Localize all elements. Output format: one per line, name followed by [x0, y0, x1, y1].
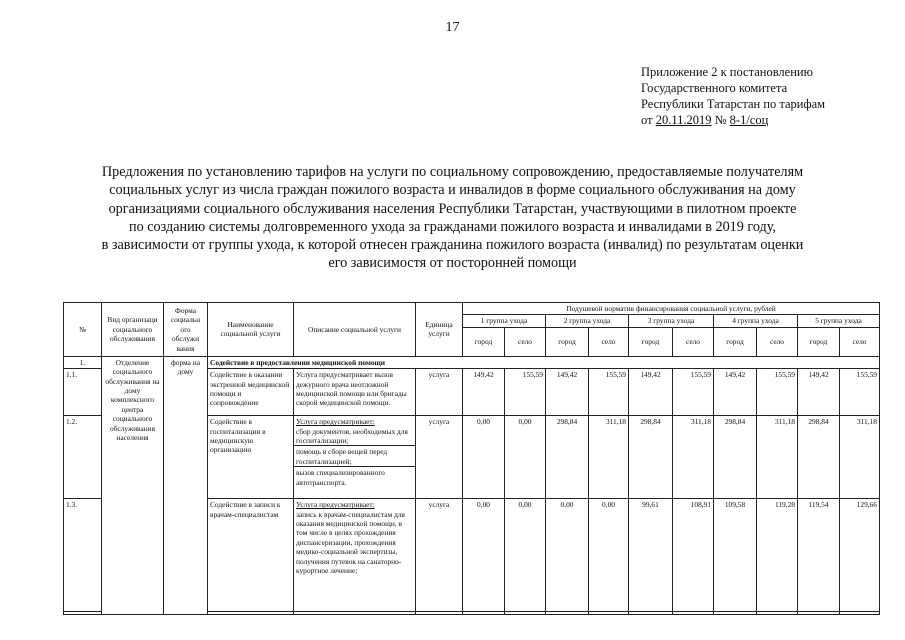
description-part: помощь в сборе вещей перед госпитализацией;	[294, 445, 415, 466]
header-city: город	[798, 327, 840, 356]
value-cell: 0,00	[589, 499, 629, 612]
value-cell: 155,59	[757, 369, 798, 416]
section-num: 1.	[64, 356, 102, 368]
section-row	[64, 356, 880, 368]
title-line: Предложения по установлению тарифов на услуги по социальному сопровождению, предоставляемые получателям	[101, 164, 804, 180]
value-cell: 155,59	[589, 369, 629, 416]
header-city: город	[463, 327, 505, 356]
row-unit: услуга	[416, 369, 463, 416]
title-line: организациями социального обслуживания населения Республики Татарстан, участвующими в пилотном проекте	[108, 200, 797, 217]
row-description	[294, 416, 416, 499]
value-cell: 119,54	[798, 499, 840, 612]
row-description: Услуга предусматривает вызов дежурного врача неотложной медицинской помощи или бригады скорой медицинской помощи.	[294, 369, 416, 416]
value-cell: 311,18	[673, 416, 714, 499]
value-cell: 311,18	[589, 416, 629, 499]
header-city: город	[714, 327, 757, 356]
value-cell: 155,59	[505, 369, 546, 416]
row-unit: услуга	[416, 499, 463, 612]
form-cell: форма на дому	[164, 356, 208, 614]
description-part: Услуга предусматривает:	[296, 417, 375, 427]
value-cell: 0,00	[505, 416, 546, 499]
appendix-line-1: Приложение 2 к постановлению	[641, 65, 813, 79]
description-part: Услуга предусматривает:	[296, 500, 375, 510]
row-unit: услуга	[416, 416, 463, 499]
value-cell: 155,59	[840, 369, 880, 416]
title-line: социальных услуг из числа граждан пожилого возраста и инвалидов в форме социального обслуживания на дому	[109, 182, 796, 199]
value-cell: 0,00	[463, 416, 505, 499]
value-cell: 311,18	[757, 416, 798, 499]
appendix-block	[641, 64, 881, 128]
row-num: 1.1.	[64, 369, 102, 416]
tariff-table	[63, 302, 880, 615]
header-description: Описание социальной услуги	[294, 303, 416, 357]
header-service-name: Наименование социальной услуги	[208, 303, 294, 357]
header-village: село	[505, 327, 546, 356]
header-group-2: 2 группа ухода	[546, 315, 629, 327]
header-group-3: 3 группа ухода	[629, 315, 714, 327]
row-service-name: Содействие в записи к врачам-специалистам	[208, 499, 294, 612]
row-num: 1.2.	[64, 416, 102, 499]
header-group-1: 1 группа ухода	[463, 315, 546, 327]
header-num: №	[64, 303, 102, 357]
value-cell: 0,00	[546, 499, 589, 612]
description-part: запись к врачам-специалистам для оказания медицинской помощи, в том числе в целях прохождения диспансеризации, прохождения медико-социальной экспертизы, получения путевок на санаторно-курортное лечение;	[296, 509, 405, 576]
value-cell: 0,00	[463, 499, 505, 612]
header-form: Форма социальн ого обслужи вания	[164, 303, 208, 357]
title-line: его зависимостя от посторонней помощи	[328, 255, 577, 272]
header-group-4: 4 группа ухода	[714, 315, 798, 327]
row-service-name: Содействие в оказании экстренной медицинской помощи и сопровождение	[208, 369, 294, 416]
header-group-5: 5 группа ухода	[798, 315, 880, 327]
appendix-line-4	[641, 112, 881, 128]
header-village: село	[757, 327, 798, 356]
title-line: по созданию системы долговременного ухода за гражданами пожилого возраста и инвалидами в 2019 году,	[129, 218, 776, 235]
value-cell: 129,66	[840, 499, 880, 612]
header-org-type: Вид организаци социального обслуживания	[102, 303, 164, 357]
appendix-line-2: Государственного комитета	[641, 81, 788, 95]
page-number: 17	[445, 20, 460, 35]
value-cell: 298,84	[798, 416, 840, 499]
value-cell: 149,42	[714, 369, 757, 416]
org-type-cell: Отделение социального обслуживания на дому комплексного центра социального обслуживания населения	[102, 356, 164, 614]
header-unit: Единица услуги	[416, 303, 463, 357]
header-row-1	[64, 303, 880, 315]
header-norm: Подушевой норматив финансирования социальной услуги, рублей	[463, 303, 880, 315]
row-num: 1.3.	[64, 499, 102, 612]
header-city: город	[629, 327, 673, 356]
row-service-name: Содействие в госпитализации в медицинскую организацию	[208, 416, 294, 499]
value-cell: 311,18	[840, 416, 880, 499]
value-cell: 298,84	[629, 416, 673, 499]
value-cell: 0,00	[505, 499, 546, 612]
header-village: село	[673, 327, 714, 356]
value-cell: 149,42	[463, 369, 505, 416]
description-part: вызов специализированного автотранспорта.	[294, 466, 415, 487]
value-cell: 99,61	[629, 499, 673, 612]
appendix-date: 20.11.2019	[655, 113, 712, 127]
appendix-number: 8-1/соц	[729, 113, 769, 127]
row-description	[294, 499, 416, 612]
title-line: в зависимости от группы ухода, к которой отнесен гражданина пожилого возраста (инвалид) по результатам оценки	[101, 237, 804, 254]
value-cell: 298,84	[546, 416, 589, 499]
appendix-number-prefix: №	[711, 113, 730, 127]
value-cell: 119,28	[757, 499, 798, 612]
value-cell: 298,84	[714, 416, 757, 499]
document-title	[60, 163, 845, 273]
value-cell: 108,91	[673, 499, 714, 612]
value-cell: 109,58	[714, 499, 757, 612]
value-cell: 149,42	[629, 369, 673, 416]
appendix-line-3: Республики Татарстан по тарифам	[641, 97, 826, 111]
header-city: город	[546, 327, 589, 356]
appendix-date-prefix: от	[641, 113, 656, 127]
value-cell: 155,59	[673, 369, 714, 416]
section-title: Содействие в предоставлении медицинской помощи	[208, 356, 880, 368]
header-village: село	[840, 327, 880, 356]
description-part: сбор документов, необходимых для госпитализации;	[296, 426, 408, 446]
value-cell: 149,42	[546, 369, 589, 416]
value-cell: 149,42	[798, 369, 840, 416]
header-village: село	[589, 327, 629, 356]
